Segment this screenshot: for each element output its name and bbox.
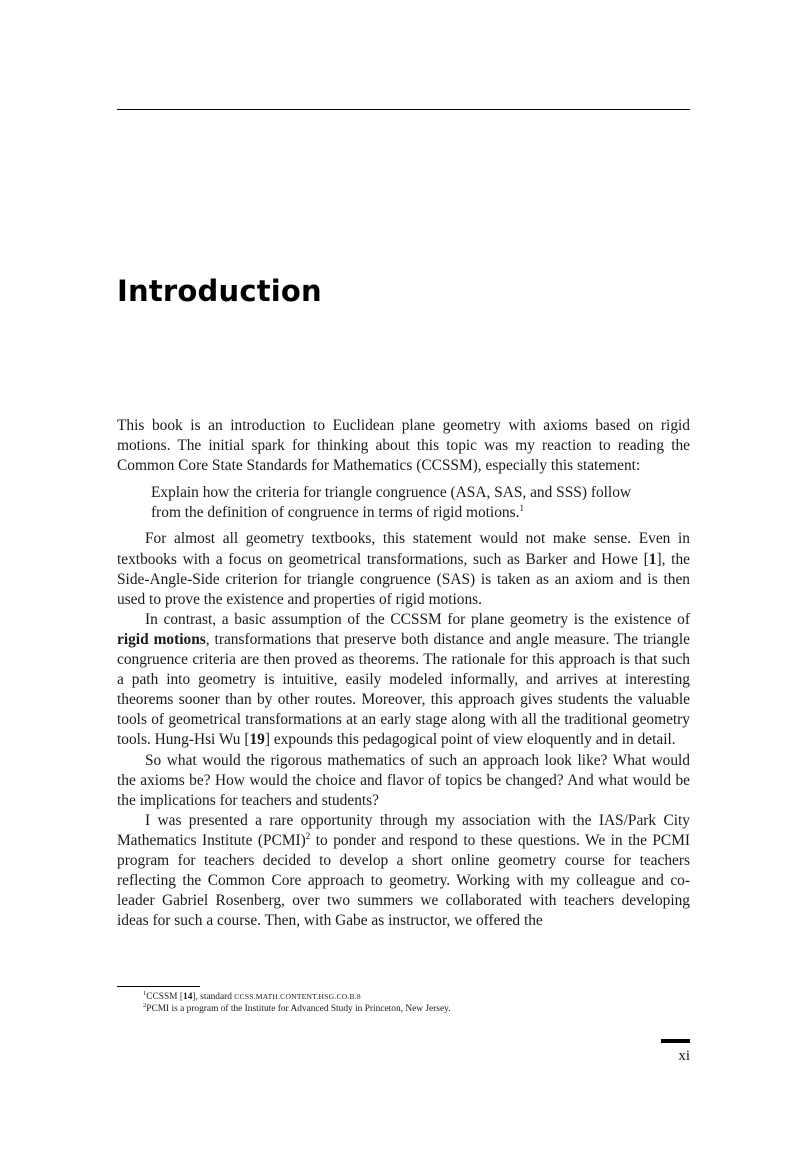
footnote-1-text-b: ], standard <box>192 992 235 1002</box>
paragraph-3-text-a: In contrast, a basic assumption of the CCSSM for plane geometry is the existence of <box>145 610 690 628</box>
paragraph-5-text-a: I was presented a rare opportunity through my association with the IAS/Park City Mathematics Institute (PCMI) <box>117 811 690 849</box>
chapter-title: Introduction <box>117 274 322 308</box>
paragraph-3-text-c: ] expounds this pedagogical point of view eloquently and in detail. <box>264 731 676 749</box>
paragraph-3 <box>117 610 690 751</box>
footnote-rule <box>117 986 200 987</box>
footnote-2-mark: 2 <box>143 1001 147 1009</box>
citation-19[interactable]: 19 <box>249 731 265 749</box>
page-number: xi <box>678 1048 690 1064</box>
citation-1[interactable]: 1 <box>648 550 657 568</box>
footnote-2-text: PCMI is a program of the Institute for Advanced Study in Princeton, New Jersey. <box>146 1003 451 1014</box>
footnote-1-text-a: CCSSM [ <box>146 992 183 1002</box>
standard-code: CCSS.MATH.CONTENT.HSG.CO.B.8 <box>234 992 361 1001</box>
paragraph-5-text-b: to ponder and respond to these questions. We in the PCMI program for teachers decided to develop a short online geometry course for teachers reflecting the Common Core approach to geometry. Working with my colleague and co-leader Gabriel Rosenberg, over two summers we collaborated with teachers developing ideas for such a course. Then, with Gabe as instructor, we offered the <box>117 831 691 930</box>
body-text <box>117 416 690 931</box>
paragraph-1: This book is an introduction to Euclidean plane geometry with axioms based on rigid motions. The initial spark for thinking about this topic was my reaction to reading the Common Core State Standards for Mathematics (CCSSM), especially this statement: <box>117 417 690 475</box>
paragraph-5 <box>117 811 690 932</box>
footnote-2 <box>143 1001 683 1016</box>
footnote-1 <box>143 991 683 1004</box>
footnote-1-mark: 1 <box>143 989 147 997</box>
paragraph-4: So what would the rigorous mathematics of such an approach look like? What would the axioms be? How would the choice and flavor of topics be changed? And what would be the implications for teachers and students? <box>117 751 690 809</box>
header-rule <box>117 109 690 110</box>
paragraph-3-text-b: , transformations that preserve both distance and angle measure. The triangle congruence criteria are then proved as theorems. The rationale for this approach is that such a path into geometry is intuitive, easily modeled informally, and arrives at interesting theorems sooner than by other routes. Moreover, this approach gives students the valuable tools of geometrical transformations at an early stage along with all the traditional geometry tools. Hung-Hsi Wu [ <box>117 630 690 749</box>
paragraph-2 <box>117 529 690 609</box>
page-number-bar <box>661 1039 690 1043</box>
footnote-1-citation[interactable]: 14 <box>183 992 193 1002</box>
paragraph-2-text-b: ], the Side-Angle-Side criterion for triangle congruence (SAS) is taken as an axiom and is then used to prove the existence and properties of rigid motions. <box>117 550 690 608</box>
footnote-marker-2[interactable]: 2 <box>305 830 311 841</box>
term-rigid-motions: rigid motions <box>117 630 206 648</box>
footnotes <box>143 991 683 1015</box>
paragraph-2-text-a: For almost all geometry textbooks, this statement would not make sense. Even in textbooks with a focus on geometrical transformations, such as Barker and Howe [ <box>117 530 690 568</box>
quote-text: Explain how the criteria for triangle congruence (ASA, SAS, and SSS) follow from the definition of congruence in terms of rigid motions. <box>151 484 632 522</box>
book-page <box>117 0 690 1152</box>
block-quote <box>151 483 663 523</box>
footnote-marker-1[interactable]: 1 <box>519 503 524 514</box>
